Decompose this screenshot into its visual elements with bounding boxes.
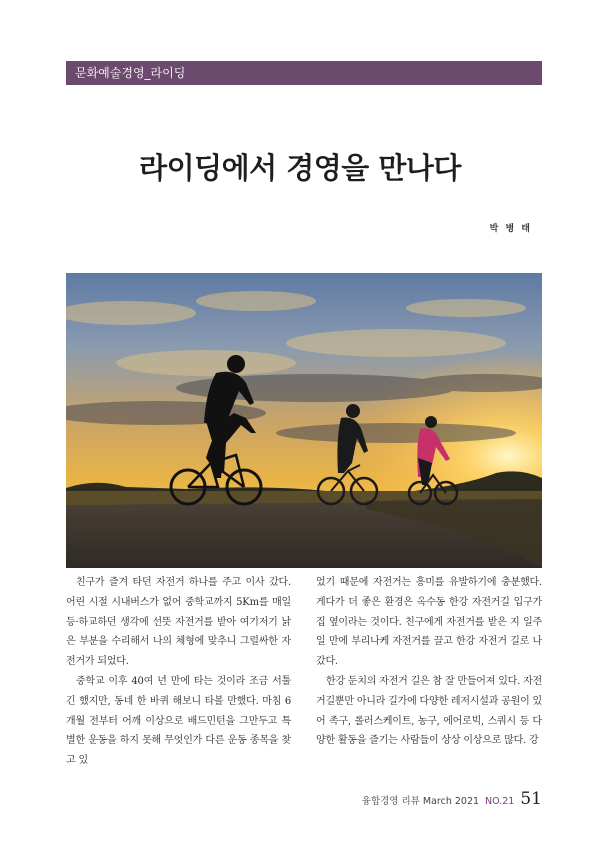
paragraph-3: 한강 둔치의 자전거 길은 참 잘 만들어져 있다. 자전거길뿐만 아니라 길가에 다양한 레저시설과 공원이 있어 족구, 롤러스케이트, 농구, 에어로빅, 스쿼시 등 다양한 활동을 즐기는 사람들이 상상 이상으로 많다. 강	[316, 675, 543, 747]
page-number: 51	[520, 789, 542, 809]
paragraph-2-continued: 었기 때문에 자전거는 흥미를 유발하기에 충분했다. 게다가 더 좋은 환경은 옥수동 한강 자전거길 입구가 집 옆이라는 것이다. 친구에게 자전거를 받은 지 일주일 만에 부리나케 자전거를 끌고 한강 자전거 길로 나갔다.	[316, 577, 542, 668]
journal-name: 융합경영 리뷰 March 2021	[361, 796, 480, 807]
article-title: 라이딩에서 경영을 만나다	[139, 151, 461, 185]
paragraph-2: 중학교 이후 40여 년 만에 타는 것이라 조금 서툴긴 했지만, 동네 한 바퀴 해보니 타볼 만했다. 마침 6개월 전부터 어깨 이상으로 배드민턴을 그만두고 특별한 운동을 하지 못해 무엇인가 다른 운동 종목을 찾고 있	[66, 675, 291, 767]
issue-number: NO.21	[485, 796, 515, 807]
section-header-bar	[66, 61, 542, 85]
body-column-left	[66, 573, 291, 771]
cyclists-sunset-photo	[66, 273, 542, 568]
page-footer	[362, 789, 542, 813]
paragraph-1: 친구가 즐겨 타던 자전거 하나를 주고 이사 갔다. 어린 시절 시내버스가 없어 중학교까지 5Km를 매일 등·하교하던 생각에 선뜻 자전거를 받아 여기저기 낡은 부분을 수리해서 나의 체형에 맞추니 그럴싸한 자전거가 되었다.	[66, 577, 291, 668]
body-column-right	[316, 573, 542, 751]
section-label: 문화예술경영_라이딩	[75, 66, 186, 80]
author-name: 박 병 태	[489, 224, 532, 234]
